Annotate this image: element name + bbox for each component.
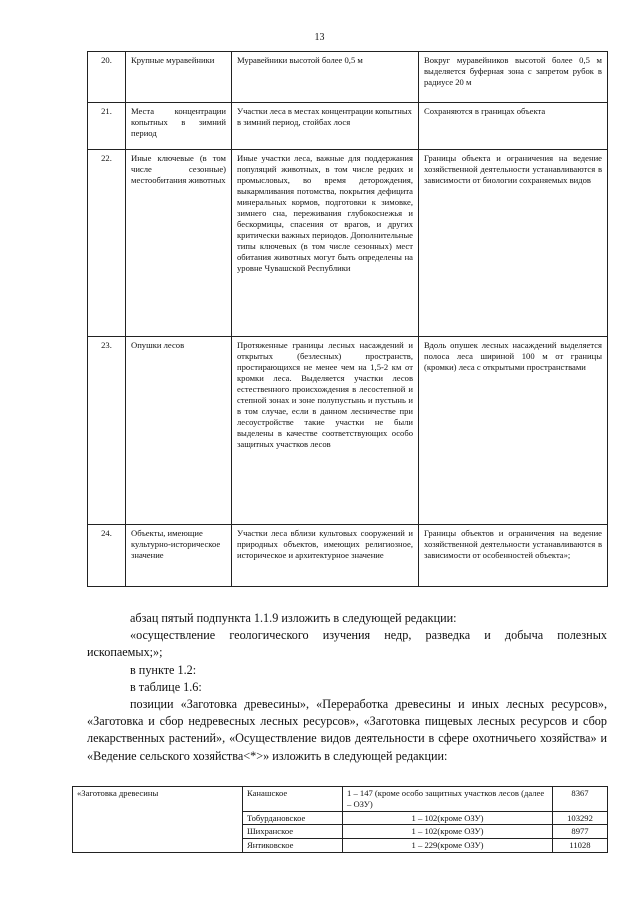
table-row [88,52,608,103]
table-row [73,787,608,812]
quarter-numbers: 1 – 229(кроме ОЗУ) [343,839,553,853]
object-rule: Вдоль опушек лесных насаждений выделяется полоса леса шириной 100 м от границы (кромки) леса с открытыми пространствами [419,337,608,525]
object-name: Места концентрации копытных в зимний период [126,103,232,150]
object-description: Иные участки леса, важные для поддержания популяций животных, в том числе редких и промысловых, во время деторождения, выкармливания потомства, покрытия дефицита минеральных кормов, подготовки к зимовке, зимнего сна, переживания глубокоснежья и бескормицы, спасения от врагов, и других критически важных периодов. Дополнительные типы ключевых (в том числе сезонных) мест обитания животных могут быть определены на уровне Чувашской Республики [232,150,419,337]
object-name: Иные ключевые (в том числе сезонные) местообитания животных [126,150,232,337]
row-number: 20. [88,52,126,103]
paragraph: «осуществление геологического изучения недр, разведка и добыча полезных ископаемых;»; [87,628,607,660]
table-row [88,337,608,525]
forestry-name: Янтиковское [243,839,343,853]
object-description: Протяженные границы лесных насаждений и открытых (безлесных) пространств, простирающихся не менее чем на 1,5-2 км от кромки леса. Выделяется участки лесов естественного происхождения в лесостепной и степной зонах и зоне полупустынь и пустынь и в том случае, если в данном лесничестве при лесоустройстве такие участки не были выделены в качестве соответствующих особо защитных участков лесов [232,337,419,525]
row-number: 24. [88,525,126,587]
area-value: 8977 [553,825,608,839]
row-number: 22. [88,150,126,337]
forestry-name: Канашское [243,787,343,812]
amendment-text [87,610,607,765]
object-name: Крупные муравейники [126,52,232,103]
quarter-numbers: 1 – 102(кроме ОЗУ) [343,825,553,839]
forestry-name: Шихранское [243,825,343,839]
table-row [88,525,608,587]
object-rule: Границы объектов и ограничения на ведение хозяйственной деятельности устанавливаются в зависимости от особенностей объекта»; [419,525,608,587]
area-value: 11028 [553,839,608,853]
paragraph: позиции «Заготовка древесины», «Переработка древесины и иных лесных ресурсов», «Заготовка и сбор недревесных лесных ресурсов», «Заготовка пищевых лесных ресурсов и сбор лекарственных растений», «Осуществление видов деятельности в сфере охотничьего хозяйства» и «Ведение сельского хозяйства<*>» изложить в следующей редакции: [87,697,607,763]
object-description: Участки леса вблизи культовых сооружений и природных объектов, имеющих религиозное, историческое и архитектурное значение [232,525,419,587]
paragraph: в пункте 1.2: [130,662,197,677]
quarter-numbers: 1 – 147 (кроме особо защитных участков лесов (далее – ОЗУ) [343,787,553,812]
page-number: 13 [314,32,325,43]
object-rule: Сохраняются в границах объекта [419,103,608,150]
key-habitats-table [87,51,608,587]
row-number: 21. [88,103,126,150]
object-name: Опушки лесов [126,337,232,525]
quarter-numbers: 1 – 102(кроме ОЗУ) [343,811,553,825]
object-name: Объекты, имеющие культурно-историческое значение [126,525,232,587]
paragraph: в таблице 1.6: [130,679,202,694]
table-row [88,150,608,337]
object-description: Участки леса в местах концентрации копытных в зимний период, стойбах лося [232,103,419,150]
object-rule: Границы объекта и ограничения на ведение хозяйственной деятельности устанавливаются в зависимости от биологии сохраняемых видов [419,150,608,337]
table-row [88,103,608,150]
activity-name: «Заготовка древесины [73,787,243,853]
forestry-name: Тобурдановское [243,811,343,825]
area-value: 103292 [553,811,608,825]
forestry-table [72,786,608,853]
paragraph: абзац пятый подпункта 1.1.9 изложить в следующей редакции: [130,611,457,625]
object-description: Муравейники высотой более 0,5 м [232,52,419,103]
object-rule: Вокруг муравейников высотой более 0,5 м выделяется буферная зона с запретом рубок в радиусе 20 м [419,52,608,103]
row-number: 23. [88,337,126,525]
area-value: 8367 [553,787,608,812]
